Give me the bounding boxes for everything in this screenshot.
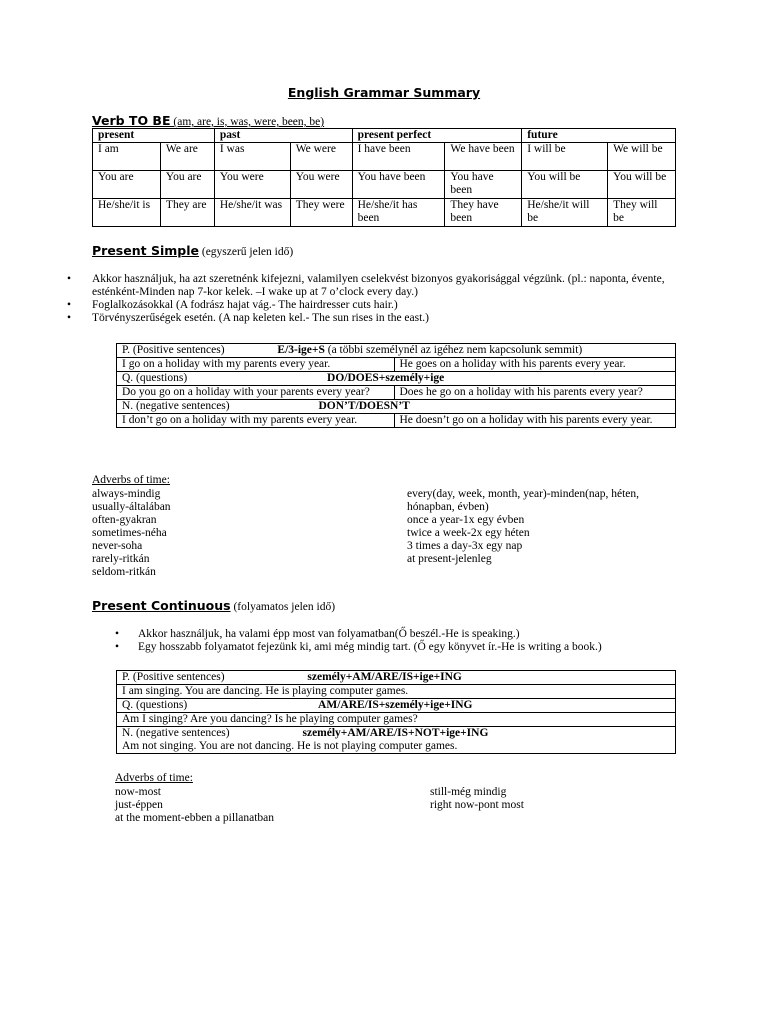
table-cell: I will be (522, 143, 608, 171)
question-rule: AM/ARE/IS+személy+ige+ING (318, 699, 473, 711)
list-item: sometimes-néha (92, 527, 167, 539)
table-row (117, 400, 676, 414)
negative-label: N. (negative sentences) (122, 400, 230, 412)
list-item: now-most (115, 786, 161, 798)
table-row (93, 143, 676, 171)
to-be-heading-line (92, 114, 324, 129)
table-cell: You will be (608, 171, 676, 199)
table-cell: You were (290, 171, 352, 199)
list-item: always-mindig (92, 488, 161, 500)
adverbs-heading: Adverbs of time: (115, 772, 193, 784)
table-cell: I don’t go on a holiday with my parents every year. (117, 414, 395, 428)
adverbs-left-list (92, 488, 372, 579)
table-cell: I have been (352, 143, 445, 171)
header-present-perfect: present perfect (352, 129, 522, 143)
list-item: never-soha (92, 540, 143, 552)
positive-rule: E/3-ige+S (277, 344, 325, 356)
to-be-heading: Verb TO BE (92, 113, 171, 128)
negative-rule: DON’T/DOESN’T (318, 400, 410, 412)
table-row (117, 414, 676, 428)
positive-rule-cell (117, 671, 676, 685)
table-row (117, 699, 676, 713)
list-item: twice a week-2x egy héten (407, 527, 530, 539)
list-item: at the moment-ebben a pillanatban (115, 812, 275, 824)
table-row (117, 671, 676, 685)
table-cell: I am singing. You are dancing. He is playing computer games. (117, 685, 676, 699)
table-cell: I am (93, 143, 161, 171)
table-cell: You will be (522, 171, 608, 199)
table-cell: You are (93, 171, 161, 199)
table-cell: He/she/it was (214, 199, 290, 227)
list-item: every(day, week, month, year)-minden(nap, héten, hónapban, évben) (407, 488, 640, 513)
present-simple-note: (egyszerű jelen idő) (198, 246, 294, 258)
list-item: rarely-ritkán (92, 553, 150, 565)
table-row (117, 372, 676, 386)
present-continuous-bullets (138, 628, 708, 654)
table-row (117, 727, 676, 754)
table-cell: They have been (445, 199, 522, 227)
table-cell: He goes on a holiday with his parents every year. (394, 358, 676, 372)
list-item: at present-jelenleg (407, 553, 492, 565)
table-cell: You are (160, 171, 214, 199)
list-item: • Akkor használjuk, ha azt szeretnénk kifejezni, valamilyen cselekvést bizonyos gyakorisággal végzünk. (pl.: naponta, évente, esténként-Minden nap 7-kor kelek. –I wake up at 7 o’clock every day.) (92, 273, 682, 299)
adverbs-heading: Adverbs of time: (92, 474, 170, 486)
list-item: 3 times a day-3x egy nap (407, 540, 523, 552)
table-row (117, 386, 676, 400)
adverbs-right-list (430, 786, 680, 812)
to-be-header-row (93, 129, 676, 143)
list-item: often-gyakran (92, 514, 157, 526)
table-cell: You were (214, 171, 290, 199)
present-continuous-table (116, 670, 676, 754)
present-continuous-heading: Present Continuous (92, 598, 231, 613)
positive-rule-note: (a többi személynél az igéhez nem kapcsolunk semmit) (324, 344, 583, 356)
present-simple-heading-line (92, 244, 293, 259)
table-cell: He/she/it is (93, 199, 161, 227)
table-cell: We are (160, 143, 214, 171)
table-cell: He/she/it will be (522, 199, 608, 227)
list-item: • Akkor használjuk, ha valami épp most van folyamatban(Ő beszél.-He is speaking.) (138, 628, 708, 641)
list-item: • Foglalkozásokkal (A fodrász hajat vág.- The hairdresser cuts hair.) (92, 299, 682, 312)
document-title: English Grammar Summary (287, 85, 481, 100)
list-item: usually-általában (92, 501, 171, 513)
list-item: just-éppen (115, 799, 163, 811)
table-cell: They will be (608, 199, 676, 227)
question-rule-cell (117, 699, 676, 713)
table-row (117, 358, 676, 372)
table-cell: He doesn’t go on a holiday with his parents every year. (394, 414, 676, 428)
positive-label: P. (Positive sentences) (122, 671, 225, 683)
header-past: past (214, 129, 352, 143)
table-cell: You have been (445, 171, 522, 199)
list-item: • Törvényszerűségek esetén. (A nap keleten kel.- The sun rises in the east.) (92, 312, 682, 325)
to-be-table (92, 128, 676, 227)
present-simple-bullets (92, 273, 682, 325)
table-cell: Am I singing? Are you dancing? Is he playing computer games? (117, 713, 676, 727)
table-cell: We will be (608, 143, 676, 171)
positive-rule-cell (117, 344, 676, 358)
list-item: right now-pont most (430, 799, 524, 811)
question-label: Q. (questions) (122, 699, 188, 711)
negative-rule-cell (117, 727, 676, 754)
table-row (117, 685, 676, 699)
present-continuous-note: (folyamatos jelen idő) (230, 601, 336, 613)
table-cell: You have been (352, 171, 445, 199)
table-cell: I was (214, 143, 290, 171)
list-item: seldom-ritkán (92, 566, 156, 578)
question-label: Q. (questions) (122, 372, 188, 384)
list-item: still-még mindig (430, 786, 507, 798)
negative-rule-cell (117, 400, 676, 414)
present-simple-table (116, 343, 676, 428)
question-rule: DO/DOES+személy+ige (327, 372, 445, 384)
table-cell: We were (290, 143, 352, 171)
table-row (117, 713, 676, 727)
question-rule-cell (117, 372, 676, 386)
list-item: • Egy hosszabb folyamatot fejezünk ki, ami még mindig tart. (Ő egy könyvet ír.-He is writing a book.) (138, 641, 708, 654)
header-present: present (93, 129, 215, 143)
positive-rule: személy+AM/ARE/IS+ige+ING (307, 671, 462, 683)
negative-label: N. (negative sentences) (122, 727, 230, 739)
table-row (117, 344, 676, 358)
table-row (93, 199, 676, 227)
list-item: once a year-1x egy évben (407, 514, 525, 526)
negative-rule: személy+AM/ARE/IS+NOT+ige+ING (302, 727, 489, 739)
table-cell: He/she/it has been (352, 199, 445, 227)
adverbs-right-list (407, 488, 682, 566)
table-cell: They were (290, 199, 352, 227)
table-cell: Do you go on a holiday with your parents every year? (117, 386, 395, 400)
present-simple-heading: Present Simple (92, 243, 199, 258)
table-cell: They are (160, 199, 214, 227)
table-cell: Does he go on a holiday with his parents every year? (394, 386, 676, 400)
table-cell: I go on a holiday with my parents every year. (117, 358, 395, 372)
table-cell: We have been (445, 143, 522, 171)
positive-label: P. (Positive sentences) (122, 344, 225, 356)
to-be-note: (am, are, is, was, were, been, be) (170, 116, 325, 128)
adverbs-left-list (115, 786, 415, 825)
present-continuous-heading-line (92, 599, 335, 614)
table-cell-text: Am not singing. You are not dancing. He is not playing computer games. (122, 740, 458, 752)
header-future: future (522, 129, 676, 143)
table-row (93, 171, 676, 199)
